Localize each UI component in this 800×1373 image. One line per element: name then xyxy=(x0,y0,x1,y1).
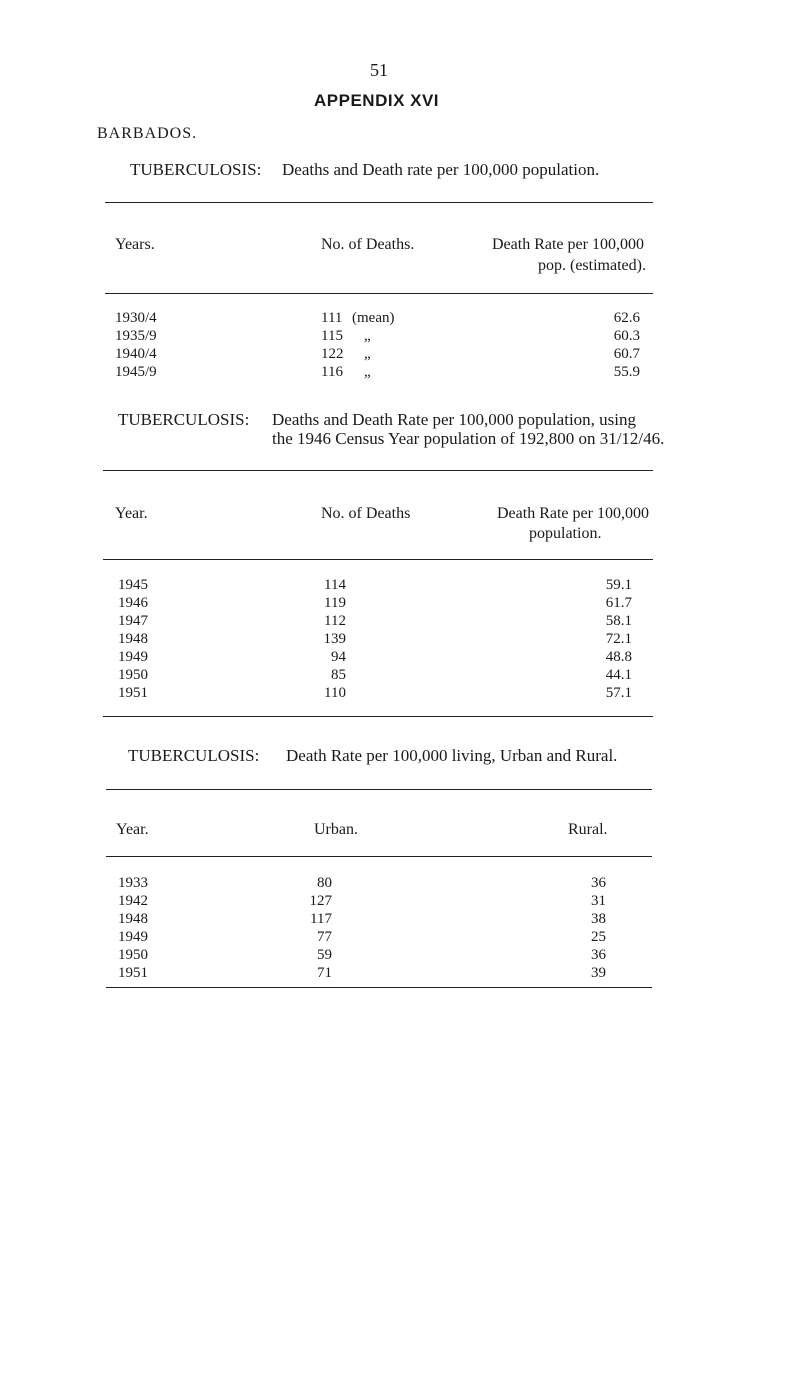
deaths-cell: 112 xyxy=(324,613,346,629)
urban-cell: 77 xyxy=(317,929,332,945)
table1-header-rate: Death Rate per 100,000 xyxy=(492,236,644,253)
page-number: 51 xyxy=(370,60,388,80)
year-cell: 1946 xyxy=(118,595,148,611)
deaths-cell: 110 xyxy=(324,685,346,701)
year-cell: 1949 xyxy=(118,649,148,665)
deaths-cell: 85 xyxy=(331,667,346,683)
deaths-cell: 115 xyxy=(321,328,343,344)
table2-caption-label: TUBERCULOSIS: xyxy=(118,410,250,429)
urban-cell: 71 xyxy=(317,965,332,981)
rate-cell: 60.7 xyxy=(613,346,640,362)
rate-cell: 58.1 xyxy=(605,613,632,629)
table1-top-rule xyxy=(105,202,653,203)
urban-cell: 117 xyxy=(310,911,332,927)
year-cell: 1947 xyxy=(118,613,148,629)
urban-cell: 80 xyxy=(317,875,332,891)
urban-cell: 59 xyxy=(317,947,332,963)
rural-cell: 31 xyxy=(591,893,606,909)
table1-header-deaths: No. of Deaths. xyxy=(321,236,415,253)
table2-header-year: Year. xyxy=(115,505,148,522)
deaths-cell: 139 xyxy=(323,631,346,647)
year-cell: 1951 xyxy=(118,685,148,701)
table2-header-rate-2: population. xyxy=(529,525,602,542)
deaths-cell: 116 xyxy=(321,364,343,380)
table3-caption-text: Death Rate per 100,000 living, Urban and Rural. xyxy=(286,746,618,765)
table2-header-rate: Death Rate per 100,000 xyxy=(497,505,649,522)
rate-cell: 57.1 xyxy=(605,685,632,701)
year-cell: 1948 xyxy=(118,631,148,647)
rate-cell: 55.9 xyxy=(613,364,640,380)
rate-cell: 59.1 xyxy=(605,577,632,593)
table3-header-urban: Urban. xyxy=(314,821,358,838)
country-heading: BARBADOS. xyxy=(97,125,198,142)
table3-top-rule xyxy=(106,789,652,790)
table3-header-year: Year. xyxy=(116,821,149,838)
table3-header-rule xyxy=(106,856,652,857)
table3-caption-label: TUBERCULOSIS: xyxy=(128,746,260,765)
year-cell: 1935/9 xyxy=(115,328,157,344)
deaths-cell: 122 xyxy=(321,346,344,362)
note-cell: „ xyxy=(364,328,371,344)
table2-header-deaths: No. of Deaths xyxy=(321,505,411,522)
deaths-cell: 119 xyxy=(324,595,346,611)
year-cell: 1950 xyxy=(118,947,148,963)
rate-cell: 60.3 xyxy=(613,328,640,344)
deaths-cell: 114 xyxy=(324,577,346,593)
table1-caption-text: Deaths and Death rate per 100,000 population. xyxy=(282,160,600,179)
deaths-cell: 111 xyxy=(321,310,343,326)
rate-cell: 62.6 xyxy=(613,310,640,326)
deaths-cell: 94 xyxy=(331,649,346,665)
table2-caption-line1: Deaths and Death Rate per 100,000 population, using xyxy=(272,410,637,429)
year-cell: 1949 xyxy=(118,929,148,945)
table1-header-rate-2: pop. (estimated). xyxy=(538,257,646,274)
table1-header-years: Years. xyxy=(115,236,155,253)
year-cell: 1950 xyxy=(118,667,148,683)
year-cell: 1942 xyxy=(118,893,148,909)
table1-caption-label: TUBERCULOSIS: xyxy=(130,160,262,179)
appendix-title: APPENDIX XVI xyxy=(314,91,440,110)
table1-header-rule xyxy=(105,293,653,294)
note-cell: „ xyxy=(364,346,371,362)
rate-cell: 48.8 xyxy=(605,649,632,665)
rate-cell: 44.1 xyxy=(605,667,632,683)
urban-cell: 127 xyxy=(309,893,332,909)
table3-header-rural: Rural. xyxy=(568,821,608,838)
rural-cell: 25 xyxy=(591,929,606,945)
table2-top-rule xyxy=(103,470,653,471)
rate-cell: 61.7 xyxy=(605,595,632,611)
rate-cell: 72.1 xyxy=(605,631,632,647)
year-cell: 1945 xyxy=(118,577,148,593)
rural-cell: 38 xyxy=(591,911,606,927)
year-cell: 1951 xyxy=(118,965,148,981)
note-cell: „ xyxy=(364,364,371,380)
year-cell: 1933 xyxy=(118,875,148,891)
year-cell: 1945/9 xyxy=(115,364,157,380)
year-cell: 1948 xyxy=(118,911,148,927)
note-cell: (mean) xyxy=(352,310,395,326)
rural-cell: 36 xyxy=(591,947,606,963)
table2-caption-line2: the 1946 Census Year population of 192,800 on 31/12/46. xyxy=(272,429,665,448)
rural-cell: 36 xyxy=(591,875,606,891)
year-cell: 1930/4 xyxy=(115,310,157,326)
table2-bottom-rule xyxy=(103,716,653,717)
rural-cell: 39 xyxy=(591,965,606,981)
table2-header-rule xyxy=(103,559,653,560)
table3-bottom-rule xyxy=(106,987,652,988)
year-cell: 1940/4 xyxy=(115,346,157,362)
